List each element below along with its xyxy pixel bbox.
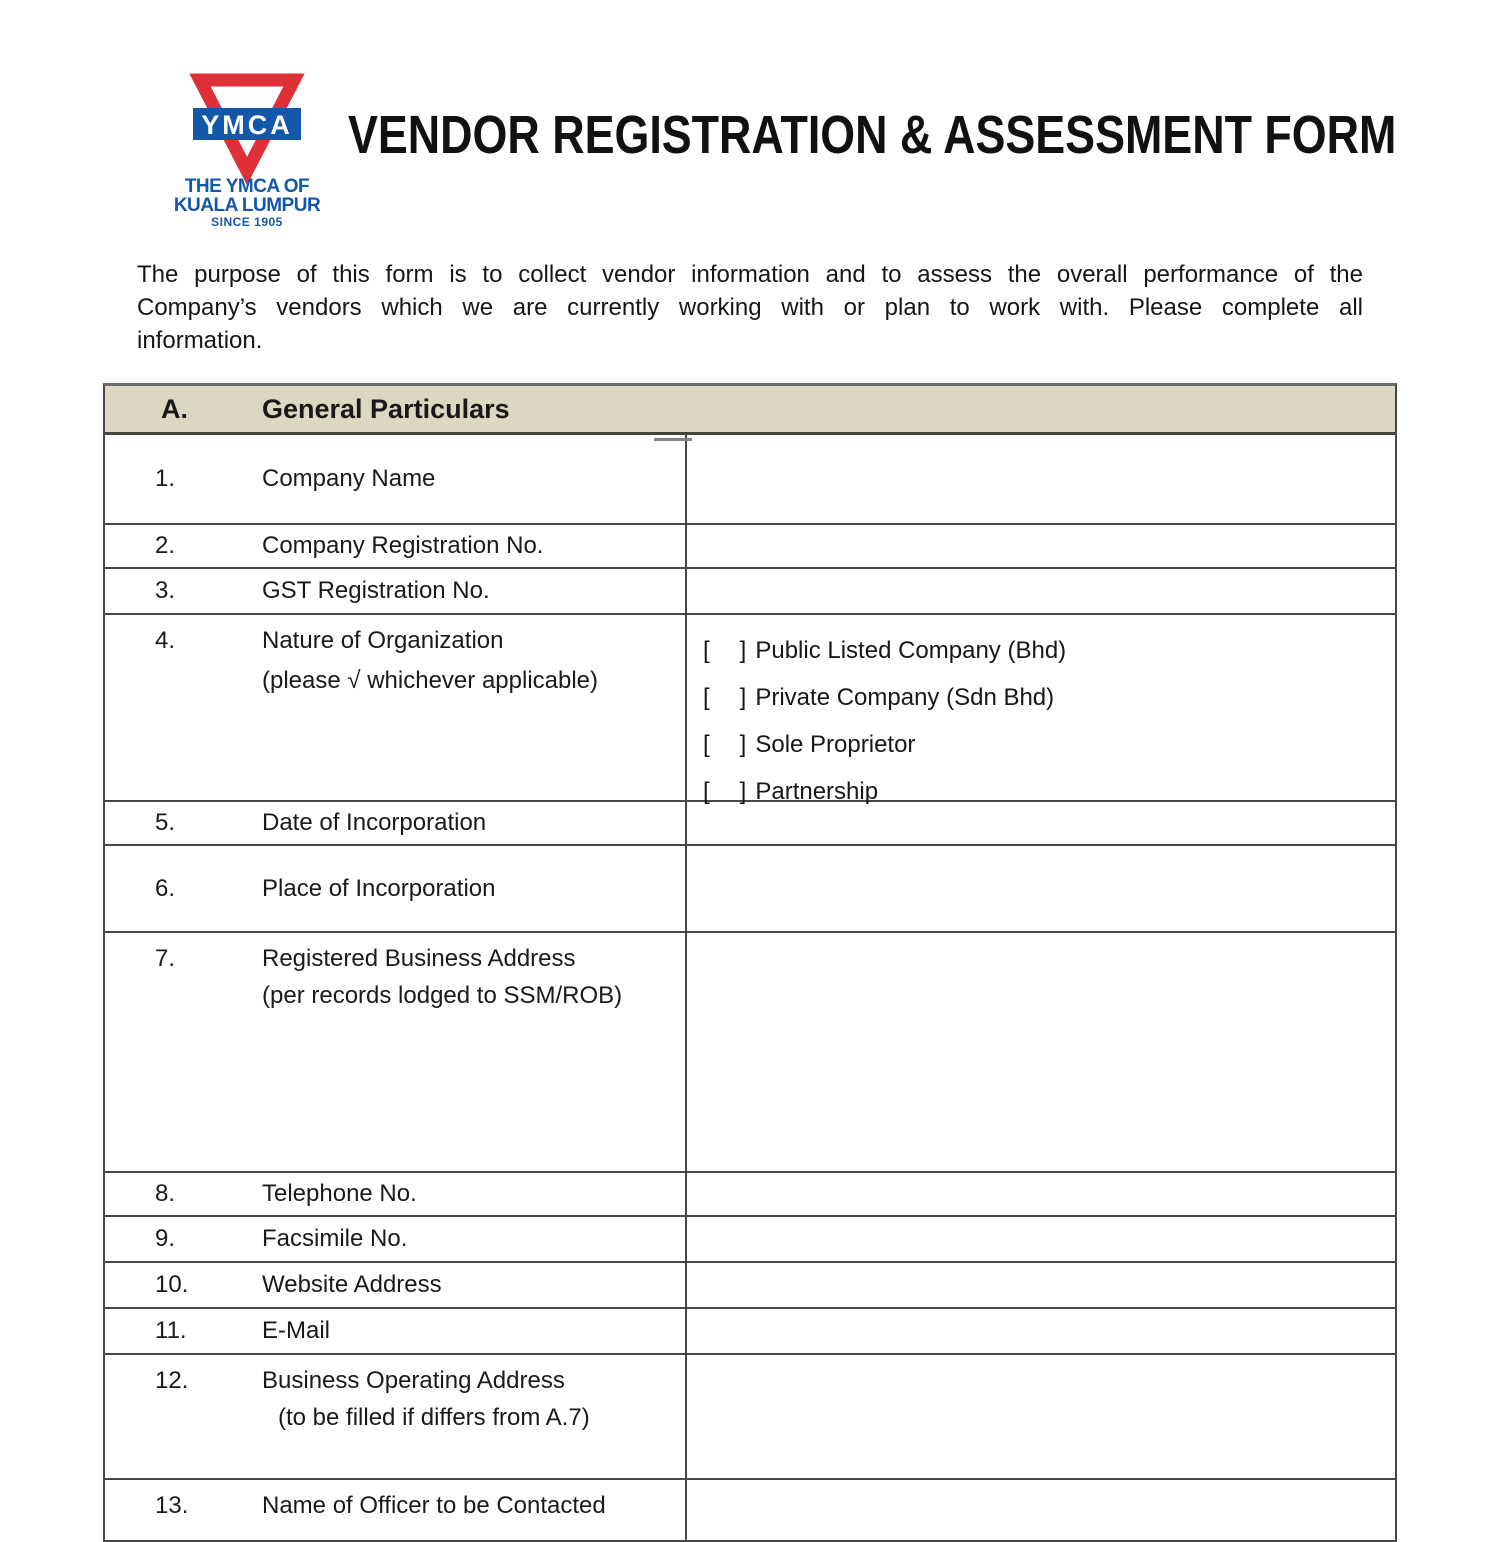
label-cell: [105, 846, 687, 931]
table-row: [105, 1355, 1395, 1480]
table-row: [105, 1217, 1395, 1263]
label-cell: [105, 1309, 687, 1353]
value-cell: [687, 1173, 1395, 1215]
row-label: Date of Incorporation: [262, 809, 487, 836]
row-label: Place of Incorporation: [262, 874, 496, 902]
checkbox-option: [703, 721, 1395, 768]
value-cell: [687, 1217, 1395, 1261]
options-cell: [687, 615, 1395, 805]
row-number: 6.: [155, 874, 176, 902]
table-row: [105, 802, 1395, 846]
option-label: Partnership: [755, 777, 879, 805]
table-row: [105, 615, 1395, 805]
bracket-open: [: [703, 636, 710, 664]
value-cell: [687, 1309, 1395, 1353]
bracket-open: [: [703, 683, 710, 711]
label-cell: [105, 525, 687, 567]
intro-line: information.: [137, 327, 263, 354]
row-number: 3.: [155, 577, 176, 604]
checkbox-option: [703, 674, 1395, 721]
table-row: [105, 846, 1395, 933]
row-sublabel: (please √ whichever applicable): [262, 667, 599, 694]
bracket-close: ]: [739, 730, 747, 758]
checkbox-option: [703, 627, 1395, 674]
bracket-close: ]: [739, 636, 747, 664]
label-cell: [105, 569, 687, 613]
table-row: [105, 525, 1395, 569]
page-title: VENDOR REGISTRATION & ASSESSMENT FORM: [348, 105, 1397, 165]
row-label: Telephone No.: [262, 1180, 417, 1207]
table-row: [105, 1173, 1395, 1217]
row-number: 13.: [155, 1492, 189, 1519]
general-particulars-table: [103, 383, 1397, 1542]
section-header: [105, 386, 1395, 435]
table-row: [105, 933, 1395, 1173]
logo-line3: SINCE 1905: [211, 215, 283, 229]
value-cell: [687, 525, 1395, 567]
row-label: Facsimile No.: [262, 1225, 408, 1252]
label-cell: [105, 615, 687, 800]
row-label: Registered Business Address: [262, 945, 576, 972]
option-label: Sole Proprietor: [755, 730, 916, 758]
table-row: [105, 569, 1395, 615]
label-cell: [105, 1355, 687, 1478]
row-label: Website Address: [262, 1271, 442, 1298]
value-cell: [687, 1355, 1395, 1478]
row-number: 1.: [155, 465, 176, 492]
row-label: Company Name: [262, 465, 436, 492]
logo-line1: THE YMCA OF: [184, 176, 310, 197]
row-number: 2.: [155, 532, 176, 559]
value-cell: [687, 569, 1395, 613]
row-number: 5.: [155, 809, 176, 836]
label-cell: [105, 933, 687, 1171]
value-cell: [687, 802, 1395, 844]
label-cell: [105, 1173, 687, 1215]
intro-line: The purpose of this form is to collect vendor information and to assess the overall performance of the: [137, 261, 1363, 288]
value-cell: [687, 846, 1395, 931]
logo-acronym: YMCA: [201, 110, 293, 140]
row-number: 12.: [155, 1367, 189, 1394]
table-row: [105, 1309, 1395, 1355]
bracket-close: ]: [739, 683, 747, 711]
label-cell: [105, 435, 687, 523]
row-label: Company Registration No.: [262, 532, 544, 559]
row-label: GST Registration No.: [262, 577, 490, 604]
table-row: [105, 435, 1395, 525]
intro-line: Company’s vendors which we are currently working with or plan to work with. Please complete all: [137, 294, 1363, 321]
table-border-artifact: [654, 438, 692, 441]
row-sublabel: (to be filled if differs from A.7): [278, 1404, 590, 1431]
ymca-triangle-icon: [186, 73, 308, 175]
section-index: A.: [161, 393, 188, 424]
label-cell: [105, 1217, 687, 1261]
bracket-open: [: [703, 777, 710, 805]
ymca-logo: [163, 73, 331, 229]
value-cell: [687, 435, 1395, 523]
option-label: Private Company (Sdn Bhd): [755, 683, 1055, 711]
row-label: Nature of Organization: [262, 627, 504, 654]
intro-paragraph: [137, 258, 1363, 357]
option-label: Public Listed Company (Bhd): [755, 636, 1067, 664]
label-cell: [105, 1263, 687, 1307]
label-cell: [105, 802, 687, 844]
bracket-open: [: [703, 730, 710, 758]
value-cell: [687, 1263, 1395, 1307]
row-number: 9.: [155, 1225, 176, 1252]
table-row: [105, 1480, 1395, 1540]
row-number: 8.: [155, 1180, 176, 1207]
row-label: E-Mail: [262, 1317, 331, 1344]
logo-wordmark: [163, 177, 331, 229]
label-cell: [105, 1480, 687, 1540]
row-number: 7.: [155, 945, 176, 972]
row-label: Business Operating Address: [262, 1367, 565, 1394]
value-cell: [687, 933, 1395, 1171]
row-number: 10.: [155, 1271, 189, 1298]
logo-line2: KUALA LUMPUR: [173, 195, 321, 216]
bracket-close: ]: [739, 777, 747, 805]
row-number: 11.: [155, 1317, 187, 1344]
row-number: 4.: [155, 627, 176, 654]
section-title: General Particulars: [262, 393, 510, 424]
row-sublabel: (per records lodged to SSM/ROB): [262, 982, 623, 1009]
table-row: [105, 1263, 1395, 1309]
value-cell: [687, 1480, 1395, 1540]
row-label: Name of Officer to be Contacted: [262, 1492, 606, 1519]
